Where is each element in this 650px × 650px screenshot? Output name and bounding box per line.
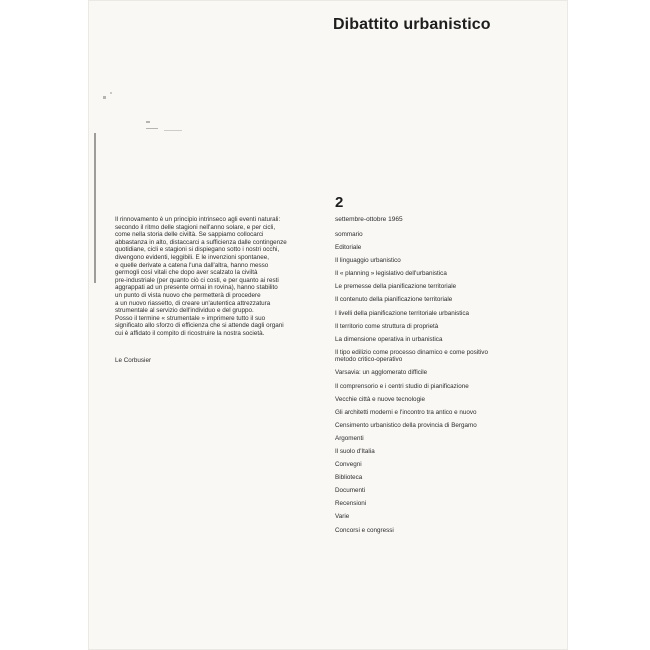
quote-line: e quelle derivate a catena l'una dall'altra, hanno messo [115, 261, 269, 269]
scan-speck [103, 96, 106, 99]
quote-line: cui è affidato il compito di ricostruire la nostra società. [115, 329, 265, 337]
toc-item: Concorsi e congressi [335, 526, 394, 534]
toc-item: sommario [335, 231, 363, 238]
toc-item: Il comprensorio e i centri studio di pianificazione [335, 382, 469, 390]
binding-mark [94, 133, 96, 283]
toc-item: Argomenti [335, 434, 364, 442]
quote-line: divengono evidenti, leggibili. E le invenzioni spontanee, [115, 253, 270, 261]
quote-line: Il rinnovamento è un principio intrinseco agli eventi naturali: [115, 216, 281, 223]
toc-item: Il linguaggio urbanistico [335, 257, 401, 265]
scan-speck [164, 130, 182, 131]
quote-line: abbastanza in alto, distaccarci a sufficienza dalle contingenze [115, 238, 287, 246]
toc-item: Documenti [335, 487, 366, 495]
quote-line: aggrappati ad un presente ormai in rovina), hanno stabilito [115, 284, 278, 292]
table-of-contents [335, 231, 500, 540]
toc-item: Il tipo edilizio come processo dinamico e come positivo metodo critico-operativo [335, 348, 488, 364]
toc-item: Varsavia: un agglomerato difficile [335, 369, 428, 377]
toc-item: Convegni [335, 461, 362, 469]
quote-line: secondo il ritmo delle stagioni nell'anno solare, e per cicli, [115, 223, 276, 231]
toc-item: Le premesse della pianificazione territoriale [335, 283, 457, 291]
quote-line: un punto di vista nuovo che permetterà di procedere [115, 291, 261, 299]
scan-speck [146, 121, 150, 123]
toc-item: Il « planning » legislativo dell'urbanistica [335, 270, 447, 278]
scan-speck [110, 92, 112, 94]
toc-item: Censimento urbanistico della provincia di Bergamo [335, 421, 477, 429]
toc-item: Il territorio come struttura di proprietà [335, 322, 439, 330]
toc-item: Il contenuto della pianificazione territoriale [335, 296, 453, 304]
quote-line: strumentale al servizio dell'individuo e del gruppo. [115, 307, 254, 315]
quote-line: a un nuovo riassetto, di creare un'autentica attrezzatura [115, 299, 271, 307]
issue-date: settembre-ottobre 1965 [335, 216, 403, 223]
toc-item: La dimensione operativa in urbanistica [335, 335, 443, 343]
quote-author: Le Corbusier [115, 357, 152, 364]
quote-line: significato allo sforzo di efficienza che si attende dagli organi [115, 322, 284, 330]
quote-line: pre-industriale (per quanto ciò ci costi, e per quanto ai resti [115, 276, 279, 284]
toc-item: Varie [335, 513, 350, 521]
toc-item: Biblioteca [335, 474, 363, 482]
toc-item: Editoriale [335, 244, 362, 252]
issue-number: 2 [335, 194, 344, 211]
toc-item: Recensioni [335, 500, 367, 508]
epigraph-quote [115, 216, 315, 338]
quote-line: germogli così vitali che dopo aver scalzato la civiltà [115, 269, 258, 277]
toc-item: Vecchie città e nuove tecnologie [335, 395, 425, 403]
journal-title: Dibattito urbanistico [333, 16, 491, 33]
quote-line: Posso il termine « strumentale » imprimere tutto il suo [115, 314, 266, 322]
quote-line: come nella storia delle civiltà. Se sappiamo collocarci [115, 231, 264, 239]
toc-item: Il suolo d'Italia [335, 448, 375, 455]
quote-line: quotidiane, cicli e stagioni si dispiegano sotto i nostri occhi, [115, 246, 280, 254]
toc-item: Gli architetti moderni e l'incontro tra antico e nuovo [335, 408, 477, 416]
scan-speck [146, 128, 158, 129]
toc-item: I livelli della pianificazione territoriale urbanistica [335, 309, 470, 317]
